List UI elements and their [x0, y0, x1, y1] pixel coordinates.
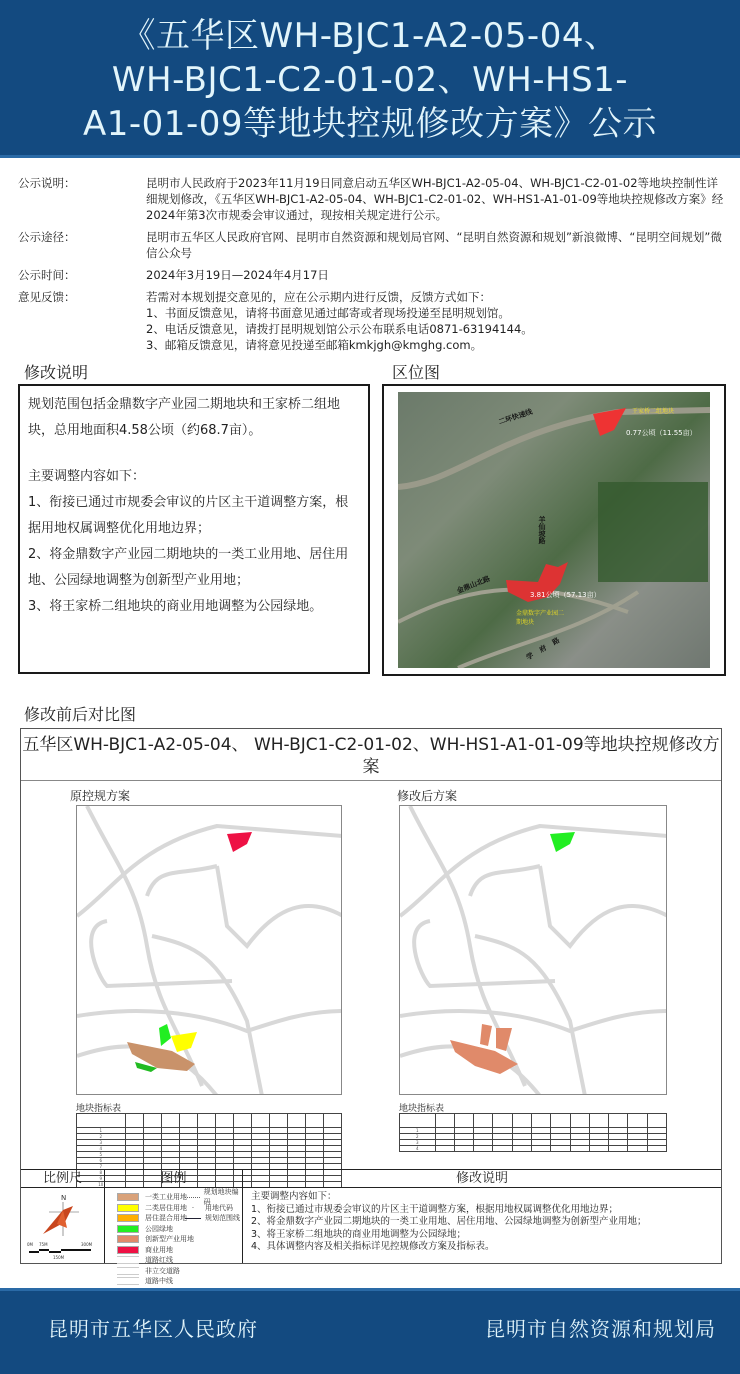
forest-area [598, 482, 708, 582]
label-plot-south-area: 3.81公顷（57.13亩） [530, 591, 601, 599]
info-label: 公示途径： [18, 230, 76, 244]
legend-plot-code: 规划地块编码 [185, 1192, 242, 1203]
table-row: 5 [77, 1152, 342, 1158]
notes-header: 修改说明 [243, 1170, 721, 1188]
title-line-2: WH-BJC1-C2-01-02、WH-HS1- [111, 60, 629, 100]
after-road-network [400, 806, 667, 1095]
comparison-frame [20, 728, 722, 1286]
ring-road [398, 410, 710, 487]
table-header-row [400, 1114, 667, 1128]
info-feedback [18, 289, 728, 353]
scale-150: 150M [53, 1255, 65, 1260]
legend-item [117, 1203, 194, 1214]
legend-label: 二类居住用地 [145, 1203, 187, 1212]
before-commercial-plot [227, 832, 252, 852]
scope-paragraph: 规划范围包括金鼎数字产业园二期地块和王家桥二组地块，总用地面积4.58公顷（约68.7亩）。 [28, 397, 341, 438]
adjust-intro: 主要调整内容如下： [28, 469, 146, 484]
after-innovation-plot-1 [480, 1024, 492, 1046]
info-value: 昆明市人民政府于2023年11月19日同意启动五华区WH-BJC1-A2-05-04、WH-BJC1-C2-01-02等地块控制性详细规划修改，《五华区WH-BJC1-A2-05-04、WH-BJC1-C2-01-02、WH-HS1-A1-01-09等地块控规修改方案》经2024年第3次市规委会审议通过，现按相关规定进行公示。 [146, 176, 724, 222]
before-park-plot [159, 1024, 171, 1046]
page-title [0, 14, 740, 146]
scale-0: 0M [27, 1242, 33, 1247]
plot-north [593, 408, 626, 436]
after-table-title: 地块指标表 [399, 1104, 445, 1114]
scale-header: 比例尺 [21, 1170, 104, 1188]
before-plan-map [76, 805, 342, 1095]
table-row: 3 [400, 1140, 667, 1146]
header-banner [0, 0, 740, 158]
before-residential-plot [171, 1032, 197, 1052]
before-table-title: 地块指标表 [76, 1104, 122, 1114]
after-plan-map [399, 805, 667, 1095]
label-plot-north: 王家桥二组地块 [632, 408, 675, 415]
legend-label: 创新型产业用地 [145, 1235, 194, 1244]
legend-line-item: 非立交道路 [117, 1266, 194, 1277]
note-1: 1、衔接已通过市规委会审议的片区主干道调整方案，根据用地权属调整优化用地边界； [251, 1203, 619, 1215]
info-value: 2024年3月19日—2024年4月17日 [146, 268, 329, 282]
north-arrow-icon [21, 1188, 105, 1262]
legend-header: 图例 [105, 1170, 242, 1188]
table-row: 6 [77, 1158, 342, 1164]
info-label: 公示时间： [18, 268, 76, 282]
note-3: 3、将王家桥二组地块的商业用地调整为公园绿地； [251, 1228, 467, 1240]
legend-item [117, 1234, 194, 1245]
legend-section [21, 1169, 721, 1286]
comparison-frame-title: 五华区WH-BJC1-A2-05-04、 WH-BJC1-C2-01-02、WH-HS1-A1-01-09等地块控规修改方案 [21, 729, 721, 781]
legend-label: 居住混合用地 [145, 1214, 187, 1223]
legend-item [117, 1224, 194, 1235]
scale-column [21, 1170, 105, 1263]
location-map-title: 区位图 [392, 363, 441, 382]
legend-swatch [117, 1214, 139, 1222]
legend-label: 商业用地 [145, 1245, 173, 1254]
before-road-network [77, 806, 342, 1095]
legend-line-item: 道路红线 [117, 1255, 194, 1266]
spacer [28, 444, 360, 464]
before-plan-label: 原控规方案 [70, 789, 131, 803]
after-index-table [399, 1113, 667, 1152]
legend-swatch [117, 1235, 139, 1243]
table-row: 4 [400, 1146, 667, 1152]
feedback-method-phone: 2、电话反馈意见，请拨打昆明规划馆公示公布联系电话0871-63194144。 [146, 322, 533, 336]
feedback-intro: 若需对本规划提交意见的，应在公示期内进行反馈，反馈方式如下： [146, 290, 491, 304]
label-xuefu-road: 学府路 [525, 632, 568, 662]
note-2: 2、将金鼎数字产业园二期地块的一类工业用地、居住用地、公园绿地调整为创新型产业用地； [251, 1216, 647, 1227]
legend-swatch [117, 1193, 139, 1201]
notice-info [18, 175, 728, 353]
label-plot-north-area: 0.77公顷（11.55亩） [626, 429, 697, 437]
info-description [18, 175, 728, 223]
legend-line-item: 道路中线 [117, 1276, 194, 1287]
legend-swatch [117, 1204, 139, 1212]
legend-column [105, 1170, 243, 1286]
note-4: 4、具体调整内容及相关指标详见控规修改方案及指标表。 [251, 1241, 495, 1252]
footer-planning-bureau: 昆明市自然资源和规划局 [485, 1317, 716, 1341]
feedback-method-email: 3、邮箱反馈意见，请将意见投递至邮箱kmkjgh@kmghg.com。 [146, 338, 483, 352]
legend-swatch [117, 1225, 139, 1233]
table-row: 8 [77, 1170, 342, 1176]
legend-swatch [117, 1246, 139, 1254]
table-row: 10 [77, 1182, 342, 1188]
legend-label: 公园绿地 [145, 1224, 173, 1233]
xuefu-road [458, 592, 638, 668]
table-header-row [77, 1114, 342, 1128]
feedback-method-mail: 1、书面反馈意见，请将书面意见通过邮寄或者现场投递至昆明规划馆。 [146, 306, 510, 320]
info-label: 意见反馈： [18, 290, 76, 304]
adjust-item-1: 1、衔接已通过市规委会审议的片区主干道调整方案，根据用地权属调整优化用地边界； [28, 495, 349, 536]
north-label: N [61, 1194, 67, 1202]
label-ring-road: 二环快速线 [497, 407, 534, 427]
info-channels [18, 229, 728, 261]
after-plan-label: 修改后方案 [397, 789, 458, 803]
legend-right [185, 1188, 242, 1224]
legend-boundary: 规划范围线 [185, 1213, 242, 1224]
table-row: 2 [400, 1134, 667, 1140]
location-map-box [382, 384, 726, 676]
after-park-plot [550, 832, 575, 852]
comparison-title: 修改前后对比图 [24, 705, 137, 724]
scale-300: 300M [81, 1242, 93, 1247]
wind-rose [43, 1206, 73, 1234]
legend-list [117, 1192, 194, 1287]
title-line-3: A1-01-09等地块控规修改方案》公示 [83, 104, 657, 144]
info-value [146, 289, 728, 353]
notes-column [243, 1170, 721, 1263]
legend-item [117, 1213, 194, 1224]
table-row: 3 [77, 1140, 342, 1146]
info-period [18, 267, 728, 283]
info-label: 公示说明： [18, 176, 76, 190]
table-row: 9 [77, 1176, 342, 1182]
table-row: 2 [77, 1134, 342, 1140]
title-line-1: 《五华区WH-BJC1-A2-05-04、 [121, 16, 619, 56]
modification-box [18, 384, 370, 674]
table-row: 7 [77, 1164, 342, 1170]
table-row: 1 [77, 1128, 342, 1134]
table-row: 1 [400, 1128, 667, 1134]
label-yangxianpo-road: 羊仙坡路 [538, 516, 546, 544]
scale-75: 75M [39, 1242, 48, 1247]
legend-label: 一类工业用地 [145, 1193, 187, 1202]
legend-item [117, 1192, 194, 1203]
legend-land-code: · 用地代码 [191, 1203, 233, 1212]
note-intro: 主要调整内容如下： [251, 1191, 337, 1202]
footer-banner [0, 1288, 740, 1374]
modification-title: 修改说明 [24, 363, 89, 382]
label-plot-south: 金鼎数字产业园二期地块 [516, 610, 565, 626]
info-value: 昆明市五华区人民政府官网、昆明市自然资源和规划局官网、“昆明自然资源和规划”新浪微博、“昆明空间规划”微信公众号 [146, 230, 722, 260]
label-jindingshan-road: 金鼎山北路 [455, 574, 492, 596]
adjust-item-3: 3、将王家桥二组地块的商业用地调整为公园绿地。 [28, 599, 323, 614]
aerial-image [398, 392, 710, 668]
table-row: 4 [77, 1146, 342, 1152]
legend-item [117, 1245, 194, 1256]
adjust-item-2: 2、将金鼎数字产业园二期地块的一类工业用地、居住用地、公园绿地调整为创新型产业用地； [28, 547, 349, 588]
footer-district-government: 昆明市五华区人民政府 [48, 1317, 258, 1341]
